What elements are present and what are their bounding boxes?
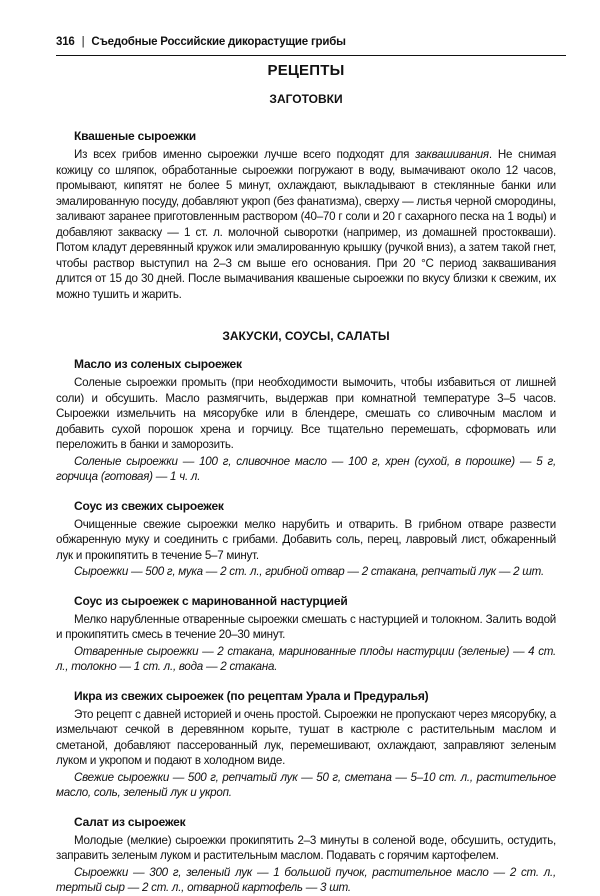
recipe-title: Квашеные сыроежки xyxy=(74,129,196,143)
book-title: Съедобные Российские дикорастущие грибы xyxy=(91,36,346,48)
recipe-ingredients: Сыроежки — 300 г, зеленый лук — 1 большой пучок, растительное масло — 2 ст. л., тертый сыр — 2 ст. л., отварной картофель — 3 шт. xyxy=(56,865,556,894)
running-head-separator: | xyxy=(81,36,85,48)
page-content xyxy=(56,62,556,896)
section-title-snacks: ЗАКУСКИ, СОУСЫ, САЛАТЫ xyxy=(222,329,390,343)
emphasis: заквашивания xyxy=(415,148,489,161)
recipe-text: Из всех грибов именно сыроежки лучше всего подходят для заквашивания. Не снимая кожицу со шляпок, обработанные сыроежки погружают в воду, вымачивают около 12 часов, промывают, кипятят не более 5 минут, охлаждают, выкладывают в стеклянные банки или эмалированную посуду, добавляют укроп (без фанатизма), сверху — листья черной смородины, заливают заранее приготовленным раствором (40–70 г соли и 20 г сахарного песка на 1 воды) и добавляют закваску — 1 ст. л. молочной сыворотки (например, из домашней простокваши). Потом кладут деревянный кружок или эмалированную крышку (ручкой вниз), а затем такой гнет, чтобы раствор выступил на 2–3 см выше его основания. При 20 °C период заквашивания длится от 15 до 30 дней. После вымачивания квашеные сыроежки по вкусу близки к свежим, их можно тушить и жарить. xyxy=(56,148,556,301)
recipe-title: Соус из свежих сыроежек xyxy=(74,498,224,513)
section-title-preserves: ЗАГОТОВКИ xyxy=(269,92,343,106)
running-head xyxy=(56,36,346,48)
chapter-title: РЕЦЕПТЫ xyxy=(267,62,345,79)
recipe-title: Соус из сыроежек с маринованной настурцией xyxy=(74,593,348,608)
recipe-title: Икра из свежих сыроежек (по рецептам Урала и Предуралья) xyxy=(74,688,429,703)
header-rule xyxy=(56,55,566,56)
recipe-text: Соленые сыроежки промыть (при необходимости вымочить, чтобы избавиться от лишней соли) и обсушить. Масло размягчить, выдержав при комнатной температуре 3–5 часов. Сыроежки измельчить на мясорубке или в блендере, смешать со сливочным маслом и добавить сухой порошок хрена и горчицу. Все тщательно перемешать, сформовать или переложить в банки и заморозить. xyxy=(56,376,556,451)
recipe-text: Это рецепт с давней историей и очень простой. Сыроежки не пропускают через мясорубку, а измельчают сечкой в деревянном корыте, тушат в кастрюле с растительным маслом и сметаной, добавляют пассерованный лук, перемешивают, охлаждают, заправляют зеленым луком и укропом и подают в холодном виде. xyxy=(56,707,556,767)
recipe-text: Очищенные свежие сыроежки мелко нарубить и отварить. В грибном отваре развести обжаренную муку и соединить с грибами. Добавить соль, перец, лавровый лист, обжаренный лук и прокипятить в течение 5–7 минут. xyxy=(56,517,556,562)
recipe-ingredients: Отваренные сыроежки — 2 стакана, маринованные плоды настурции (зеленые) — 4 ст. л., толокно — 1 ст. л., вода — 2 стакана. xyxy=(56,644,556,673)
recipe-ingredients: Сыроежки — 500 г, мука — 2 ст. л., грибной отвар — 2 стакана, репчатый лук — 2 шт. xyxy=(74,565,544,578)
recipe-title: Салат из сыроежек xyxy=(74,814,186,829)
recipe-text: Молодые (мелкие) сыроежки прокипятить 2–3 минуты в соленой воде, обсушить, остудить, заправить зеленым луком и растительным маслом. Подавать с горячим картофелем. xyxy=(56,833,556,862)
recipe-title: Масло из соленых сыроежек xyxy=(74,357,242,371)
recipe-ingredients: Соленые сыроежки — 100 г, сливочное масло — 100 г, хрен (сухой, в порошке) — 5 г, горчица (готовая) — 1 ч. л. xyxy=(56,454,556,483)
page-number: 316 xyxy=(56,36,75,48)
recipe-text: Мелко нарубленные отваренные сыроежки смешать с настурцией и толокном. Залить водой и прокипятить смесь в течение 20–30 минут. xyxy=(56,612,556,641)
recipe-ingredients: Свежие сыроежки — 500 г, репчатый лук — 50 г, сметана — 5–10 ст. л., растительное масло, соль, зеленый лук и укроп. xyxy=(56,770,556,799)
